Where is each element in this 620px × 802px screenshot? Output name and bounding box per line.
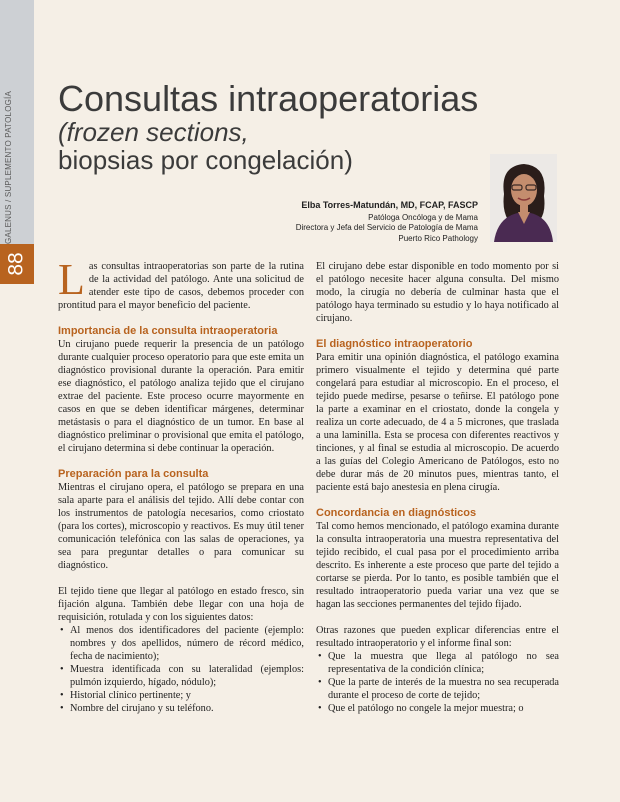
right-column: [316, 260, 559, 715]
intro-paragraph: [58, 255, 304, 312]
paragraph: Tal como hemos mencionado, el patólogo examina durante la consulta intraoperatoria una muestra representativa del tejido recibido, el cual pasa por el procedimiento arriba descrito. Es inherente a este proceso que parte del tejido a cortarse se pierda. Por lo tanto, es posible también que el resultado intraoperatorio pueda variar una vez que se hagan las secciones permanentes del tejido fijado.: [316, 521, 559, 610]
list-item: • Historial clínico pertinente; y: [58, 689, 304, 702]
section-heading: El diagnóstico intraoperatorio: [316, 338, 473, 350]
left-column: [58, 255, 304, 715]
paragraph: Un cirujano puede requerir la presencia de un patólogo durante cualquier proceso operatorio para que este emita un diagnóstico provisional durante la operación. Para emitir ese diagnóstico, el patólogo analiza tejido que el cirujano extrae del paciente. Este proceso ocurre mayormente en casos en que se deben identificar márgenes, determinar metástasis o para el diagnóstico de un tumor. En base al diagnóstico preliminar o provisional que emita el patólogo, el cirujano determina si debe continuar la operación.: [58, 339, 304, 454]
section-heading: Concordancia en diagnósticos: [316, 507, 477, 519]
list-item: • Que la parte de interés de la muestra no sea recuperada durante el proceso de corte de tejido;: [316, 676, 559, 702]
paragraph: Para emitir una opinión diagnóstica, el patólogo examina primero visualmente el tejido y determina qué parte congelará para estudiar al microscopio. En el proceso, el tejido puede medirse, pesarse o teñirse. El patólogo pone la parte a examinar en el criostato, donde la congela y realiza un corte adecuado, de 4 a 5 micrones, que traslada a una laminilla. Esta se procesa con diferentes reactivos y tinciones, y al final se estudia al microscopio. De acuerdo a las guías del Colegio Americano de Patólogos, esto no debe durar más de 20 minutos pues, mientras tanto, el paciente está bajo anestesia en plena cirugía.: [316, 352, 559, 493]
bullet-list: [316, 650, 559, 715]
list-item: • Nombre del cirujano y su teléfono.: [58, 702, 304, 715]
list-item: • Que el patólogo no congele la mejor muestra; o: [316, 702, 559, 715]
article-subtitle: biopsias por congelación): [58, 145, 353, 175]
article-title: Consultas intraoperatorias: [58, 78, 479, 119]
list-item: • Muestra identificada con su lateralidad (ejemplos: pulmón izquierdo, hígado, nódulo);: [58, 663, 304, 689]
page-number-label: 88: [4, 252, 28, 276]
list-item: • Al menos dos identificadores del paciente (ejemplo: nombres y dos apellidos, número de récord médico, fecha de nacimiento);: [58, 624, 304, 663]
section-heading: Preparación para la consulta: [58, 468, 209, 480]
paragraph: Mientras el cirujano opera, el patólogo se prepara en una sala aparte para el análisis del tejido. Allí debe contar con los instrumentos de patología necesarios, como criostato (para los cortes), microscopio y reactivos. Es muy útil tener comunicación telefónica con las salas de operaciones, ya sea para preguntar detalles o para comunicar su diagnóstico.: [58, 482, 304, 571]
paragraph: El cirujano debe estar disponible en todo momento por si el patólogo necesite hacer alguna consulta. Del mismo modo, la cirugía no debería de culminar hasta que el patólogo haya terminado su estudio y lo haya notificado al cirujano.: [316, 261, 559, 324]
author-portrait-image: [490, 154, 557, 242]
author-affiliation: [296, 213, 478, 244]
bullet-list: [58, 624, 304, 715]
affiliation-line: Directora y Jefa del Servicio de Patología de Mama: [295, 223, 478, 233]
article-subtitle-italic: (frozen sections,: [58, 117, 249, 147]
affiliation-line: Puerto Rico Pathology: [398, 233, 478, 243]
author-photo: [490, 154, 557, 242]
paragraph: Otras razones que pueden explicar diferencias entre el resultado intraoperatorio y el informe final son:: [316, 625, 559, 649]
affiliation-line: Patóloga Oncóloga y de Mama: [368, 213, 478, 222]
author-name: Elba Torres-Matundán, MD, FCAP, FASCP: [301, 200, 478, 210]
running-header: GALENUS / SUPLEMENTO PATOLOGÍA: [4, 90, 13, 244]
page-number: [0, 244, 34, 284]
paragraph: El tejido tiene que llegar al patólogo en estado fresco, sin fijación alguna. También debe llegar con una hoja de requisición, rotulada y con los siguientes datos:: [58, 586, 304, 623]
drop-cap: L: [58, 255, 85, 304]
list-item: • Que la muestra que llega al patólogo no sea representativa de la condición clínica;: [316, 650, 559, 676]
section-heading: Importancia de la consulta intraoperatoria: [58, 325, 278, 337]
intro-text: as consultas intraoperatorias son parte de la rutina de la actividad del patólogo. Ante una solicitud de atender este tipo de casos, debemos proceder con prontitud para el mayor beneficio del paciente.: [58, 261, 304, 311]
